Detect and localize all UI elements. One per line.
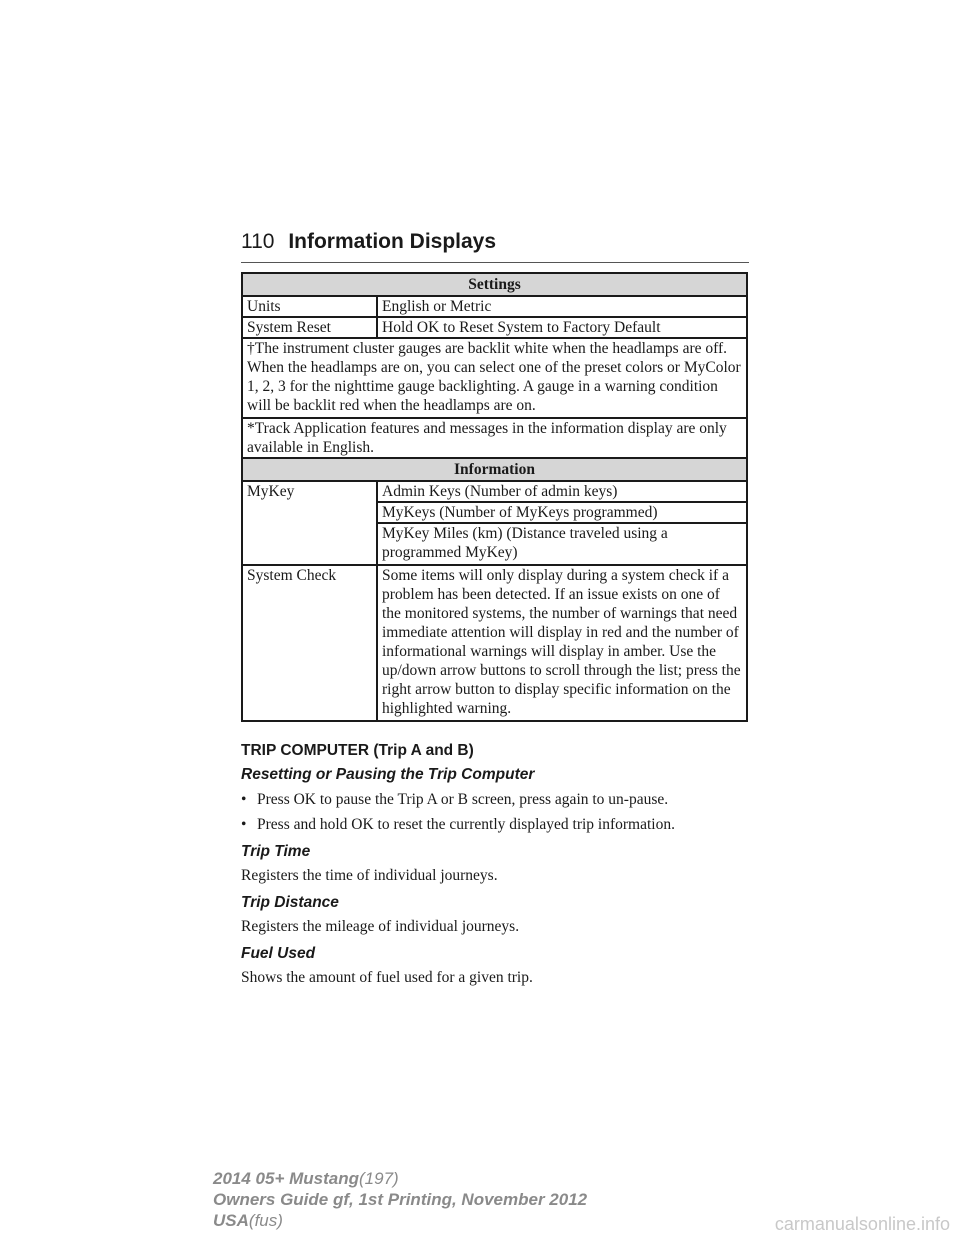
- settings-table: [241, 272, 748, 461]
- footer-printing: Owners Guide gf, 1st Printing, November 2012: [213, 1190, 588, 1209]
- trip-time-text: Registers the time of individual journeys.: [241, 867, 498, 884]
- footer-model: 2014 05+ Mustang: [213, 1169, 359, 1188]
- bullet-text: Press OK to pause the Trip A or B screen, press again to un-pause.: [257, 791, 669, 808]
- trip-computer-section: [241, 742, 751, 987]
- table-row: [242, 481, 747, 502]
- mykey-miles: MyKey Miles (km) (Distance traveled using a programmed MyKey): [377, 523, 747, 565]
- page-header: [241, 230, 749, 254]
- information-table: [241, 457, 748, 722]
- settings-units-label: Units: [242, 296, 377, 317]
- table-row: [242, 565, 747, 721]
- mykey-label: MyKey: [242, 481, 377, 502]
- system-check-label: System Check: [242, 565, 377, 721]
- bullet-text: Press and hold OK to reset the currently displayed trip information.: [257, 816, 675, 833]
- table-row: [242, 317, 747, 338]
- list-item: [241, 790, 751, 809]
- information-table-heading: Information: [242, 458, 747, 481]
- settings-system-reset-label: System Reset: [242, 317, 377, 338]
- settings-units-value: English or Metric: [377, 296, 747, 317]
- trip-distance-text: Registers the mileage of individual journeys.: [241, 918, 520, 935]
- trip-distance-heading: Trip Distance: [241, 894, 339, 911]
- footer-market-code: (fus): [248, 1211, 283, 1230]
- mykey-label-spacer-end: [242, 523, 377, 565]
- table-row: [242, 296, 747, 317]
- system-check-value: Some items will only display during a system check if a problem has been detected. If an issue exists on one of the monitored systems, the number of warnings that need immediate attention will display in red and the number of informational warnings will display in amber. Use the up/down arrow buttons to scroll through the list; press the right arrow button to display specific information on the highlighted warning.: [377, 565, 747, 721]
- reset-pause-heading: Resetting or Pausing the Trip Computer: [241, 766, 535, 783]
- bullet-glyph: •: [241, 791, 247, 808]
- header-divider: [241, 262, 749, 263]
- footer-page-code: (197): [359, 1169, 399, 1188]
- settings-table-heading: Settings: [242, 273, 747, 296]
- bullet-glyph: •: [241, 816, 247, 833]
- fuel-used-heading: Fuel Used: [241, 945, 316, 962]
- mykey-number-programmed: MyKeys (Number of MyKeys programmed): [377, 502, 747, 523]
- footer-market: USA: [213, 1211, 249, 1230]
- page-number: 110: [241, 230, 275, 253]
- trip-time-heading: Trip Time: [241, 843, 311, 860]
- settings-note-dagger: †The instrument cluster gauges are backlit white when the headlamps are off. When the headlamps are on, you can select one of the preset colors or MyColor 1, 2, 3 for the nighttime gauge backlighting. A gauge in a warning condition will be backlit red when the headlamps are on.: [242, 338, 747, 418]
- settings-note-star: *Track Application features and messages in the information display are only available in English.: [242, 418, 747, 460]
- page-title: Information Displays: [288, 230, 497, 253]
- trip-computer-heading: TRIP COMPUTER (Trip A and B): [241, 742, 474, 759]
- table-row: [242, 523, 747, 565]
- table-row: [242, 502, 747, 523]
- fuel-used-text: Shows the amount of fuel used for a given trip.: [241, 969, 533, 986]
- list-item: [241, 815, 751, 834]
- mykey-label-spacer: [242, 502, 377, 523]
- document-footer: [213, 1168, 587, 1231]
- watermark: carmanualsonline.info: [774, 1214, 950, 1234]
- settings-system-reset-value: Hold OK to Reset System to Factory Default: [377, 317, 747, 338]
- mykey-admin-keys: Admin Keys (Number of admin keys): [377, 481, 747, 502]
